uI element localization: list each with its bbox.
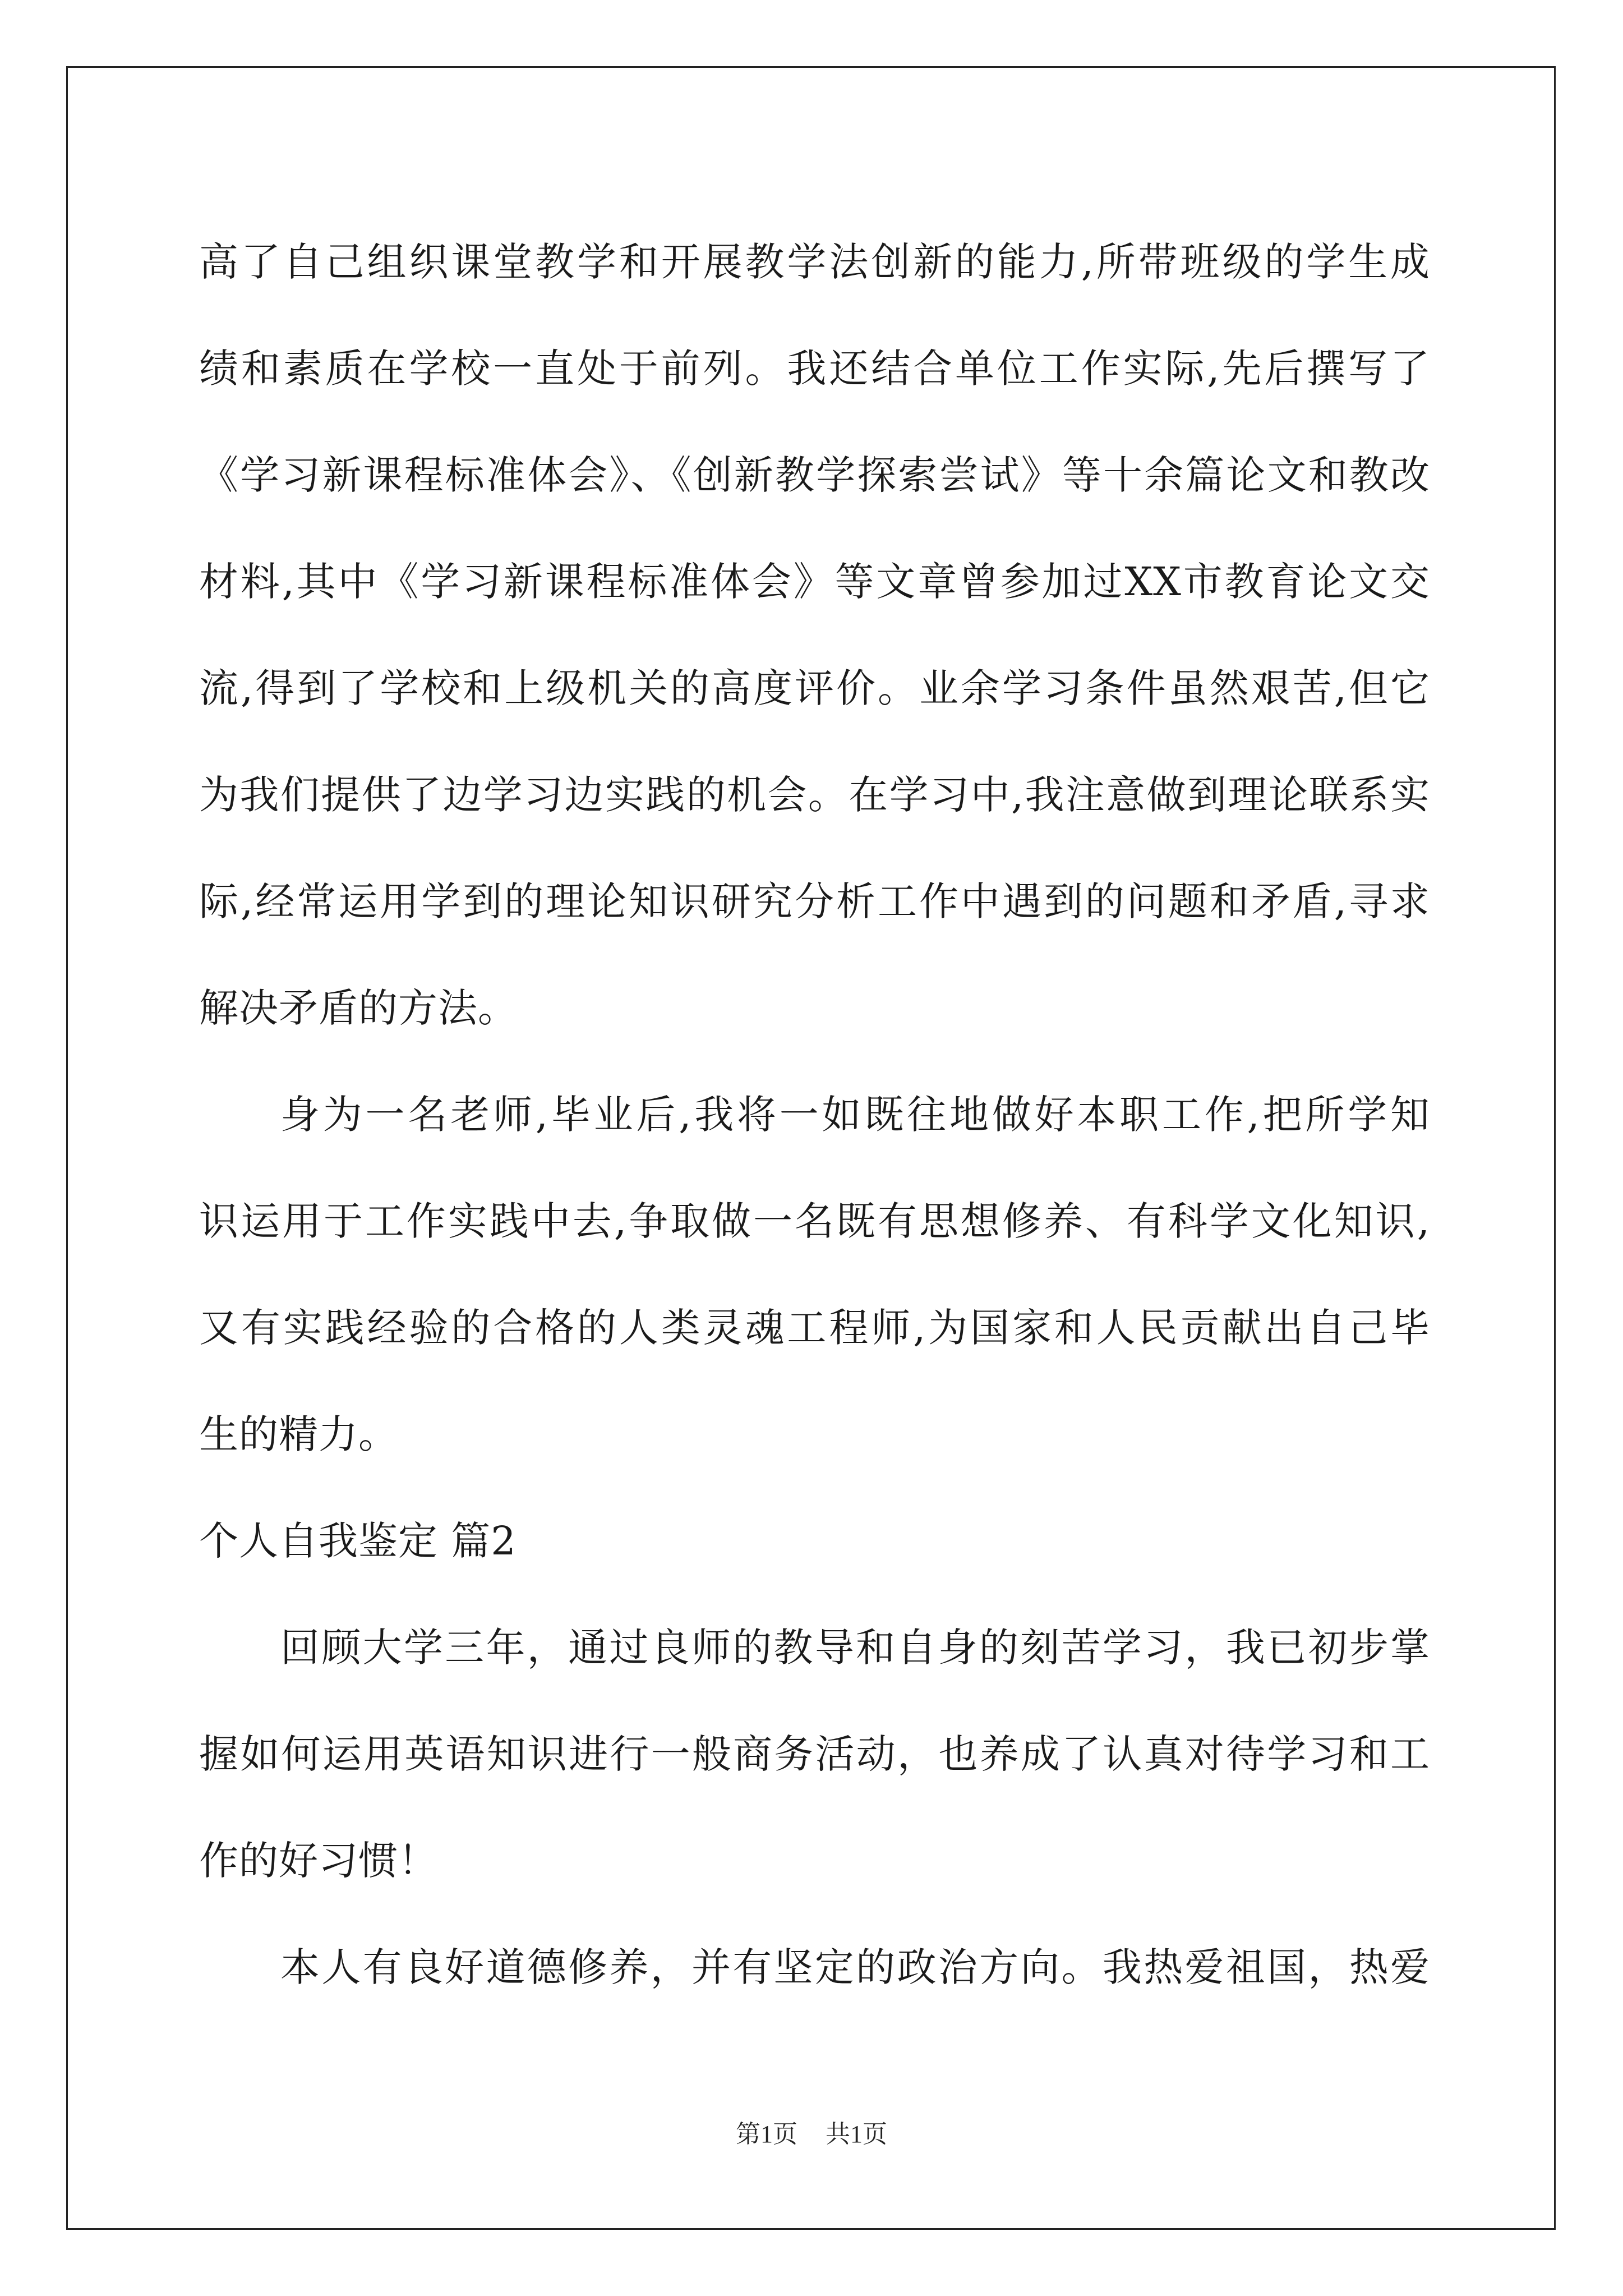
text-line: 高了自己组织课堂教学和开展教学法创新的能力,所带班级的学生成	[199, 239, 1430, 285]
page-number: 第1页	[736, 2120, 797, 2148]
text-line: 握如何运用英语知识进行一般商务活动，也养成了认真对待学习和工	[199, 1731, 1430, 1777]
text-line: 本人有良好道德修养，并有坚定的政治方向。我热爱祖国，热爱	[280, 1944, 1430, 1990]
text-line: 流,得到了学校和上级机关的高度评价。业余学习条件虽然艰苦,但它	[199, 665, 1431, 711]
text-line: 又有实践经验的合格的人类灵魂工程师,为国家和人民贡献出自己毕	[199, 1305, 1430, 1351]
section-heading: 个人自我鉴定 篇2	[199, 1518, 517, 1564]
text-line: 材料,其中《学习新课程标准体会》等文章曾参加过XX市教育论文交	[199, 559, 1430, 605]
text-line: 解决矛盾的方法。	[199, 985, 518, 1031]
paragraph-1	[199, 209, 1430, 1061]
document-body	[199, 209, 1430, 2021]
text-line: 生的精力。	[199, 1411, 398, 1457]
page-footer	[0, 2114, 1623, 2150]
text-line: 际,经常运用学到的理论知识研究分析工作中遇到的问题和矛盾,寻求	[199, 878, 1431, 924]
text-line: 绩和素质在学校一直处于前列。我还结合单位工作实际,先后撰写了	[199, 346, 1430, 392]
text-line: 回顾大学三年，通过良师的教导和自身的刻苦学习，我已初步掌	[280, 1625, 1430, 1671]
paragraph-3	[199, 1594, 1430, 1914]
text-line: 识运用于工作实践中去,争取做一名既有思想修养、有科学文化知识,	[199, 1198, 1431, 1244]
paragraph-2	[199, 1061, 1430, 1488]
page-total: 共1页	[826, 2120, 887, 2148]
paragraph-4	[199, 1914, 1430, 2021]
text-line: 为我们提供了边学习边实践的机会。在学习中,我注意做到理论联系实	[199, 772, 1430, 818]
text-line: 身为一名老师,毕业后,我将一如既往地做好本职工作,把所学知	[280, 1092, 1430, 1138]
text-line: 《学习新课程标准体会》、《创新教学探索尝试》等十余篇论文和教改	[199, 452, 1430, 498]
text-line: 作的好习惯！	[199, 1838, 438, 1884]
